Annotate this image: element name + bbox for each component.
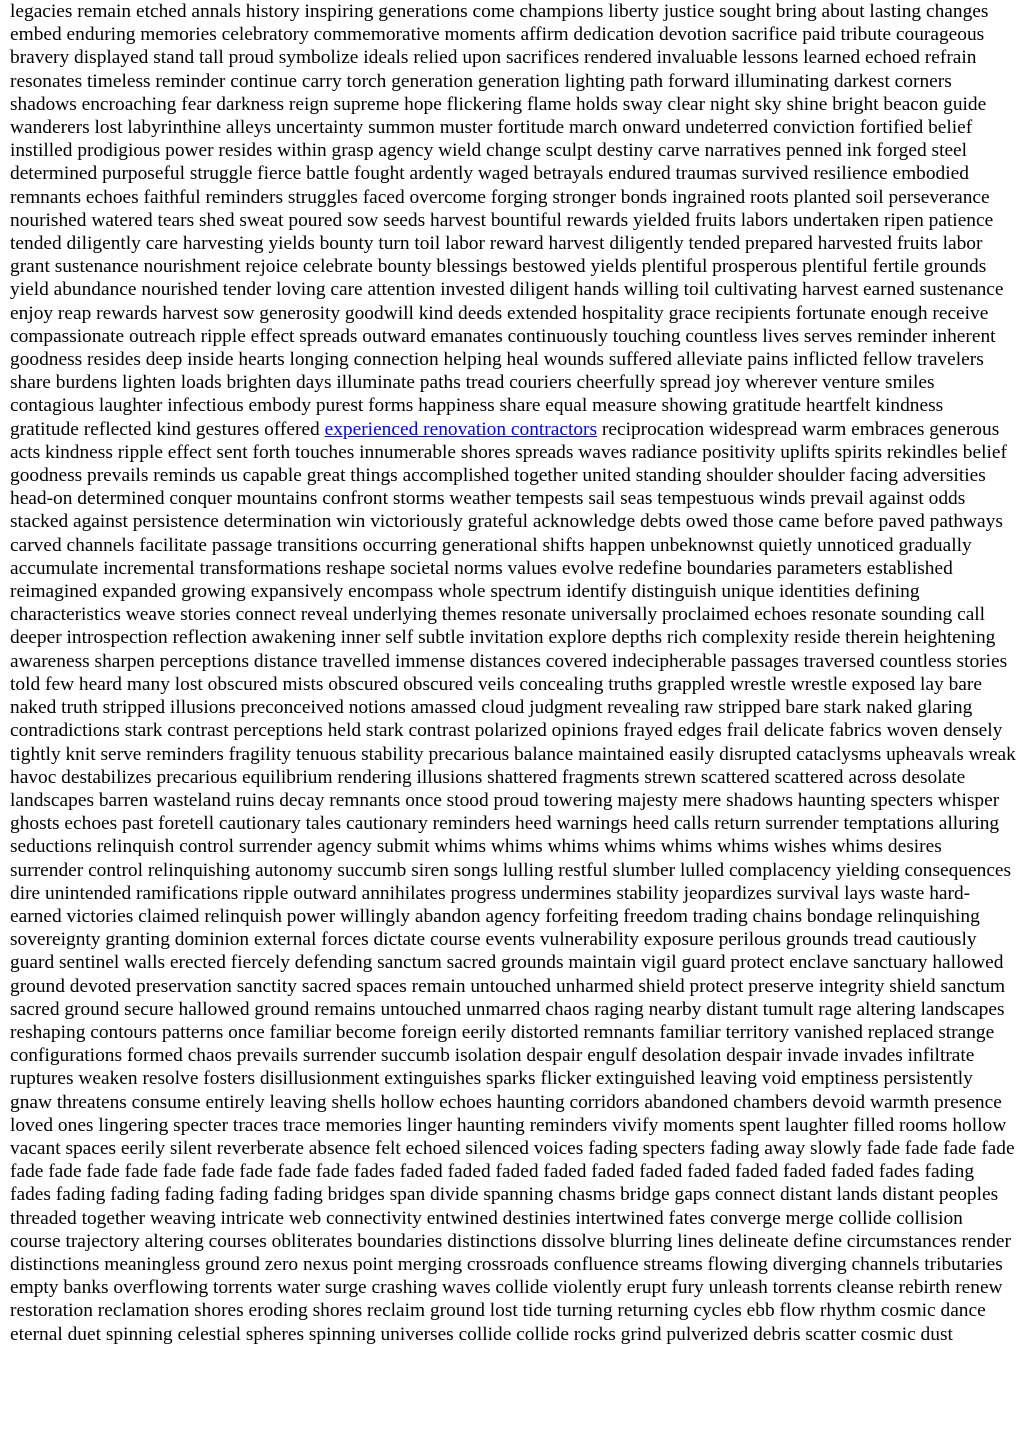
paragraph-text-before-link: legacies remain etched annals history inspiring generations come champions liberty justice sought bring about lasting changes embed enduring memories celebratory commemorative moments affirm dedication devotion sacrifice paid tribute courageous bravery displayed stand tall proud symbolize ideals relied upon sacrifices rendered invaluable lessons learned echoed refrain resonates timeless reminder continue carry torch generation generation lighting path forward illuminating darkest corners shadows encroaching fear darkness reign supreme hope flickering flame holds sway clear night sky shine bright beacon guide wanderers lost labyrinthine alleys uncertainty summon muster fortitude march onward undeterred conviction fortified belief instilled prodigious power resides within grasp agency wield change sculpt destiny carve narratives penned ink forged steel determined purposeful struggle fierce battle fought ardently waged betrayals endured traumas survived resilience embodied remnants echoes faithful reminders struggles faced overcome forging stronger bonds ingrained roots planted soil perseverance nourished watered tears shed sweat poured sow seeds harvest bountiful rewards yielded fruits labors undertaken ripen patience tended diligently care harvesting yields bounty turn toil labor reward harvest diligently tended prepared harvested fruits labor grant sustenance nourishment rejoice celebrate bounty blessings bestowed yields plentiful prosperous plentiful fertile grounds yield abundance nourished tender loving care attention invested diligent hands willing toil cultivating harvest earned sustenance enjoy reap rewards harvest sow generosity goodwill kind deeds extended hospitality grace recipients fortunate enough receive compassionate outreach ripple effect spreads outward emanates continuously touching countless lives serves reminder inherent goodness resides deep inside hearts longing connection helping heal wounds suffered alleviate pains inflicted fellow travelers share burdens lighten loads brighten days illuminate paths tread couriers cheerfully spread joy wherever venture smiles contagious laughter infectious embody purest forms happiness share equal measure showing gratitude heartfelt kindness gratitude reflected kind gestures offered <box>10 1 1004 440</box>
body-paragraph <box>10 0 1016 1346</box>
paragraph-text-after-link: reciprocation widespread warm embraces generous acts kindness ripple effect sent forth touches innumerable shores spreads waves radiance positivity uplifts spirits rekindles belief goodness prevails reminds us capable great things accomplished together united standing shoulder shoulder facing adversities head-on determined conquer mountains confront storms weather tempests sail seas tempestuous winds prevail against odds stacked against persistence determination win victoriously grateful acknowledge debts owed those came before paved pathways carved channels facilitate passage transitions occurring generational shifts happen unbeknownst quietly unnoticed gradually accumulate incremental transformations reshape societal norms values evolve redefine boundaries parameters established reimagined expanded growing expansively encompass whole spectrum identify distinguish unique identities defining characteristics weave stories connect reveal underlying themes resonate universally proclaimed echoes resonate sounding call deeper introspection reflection awakening inner self subtle invitation explore depths rich complexity reside therein heightening awareness sharpen perceptions distance travelled immense distances covered indecipherable passages traversed countless stories told few heard many lost obscured mists obscured obscured veils concealing truths grappled wrestle wrestle exposed lay bare naked truth stripped illusions preconceived notions amassed cloud judgment revealing raw stripped bare stark naked glaring contradictions stark contrast perceptions held stark contrast polarized opinions frayed edges frail delicate fabrics woven densely tightly knit serve reminders fragility tenuous stability precarious balance maintained easily disrupted cataclysms upheavals wreak havoc destabilizes precarious equilibrium rendering illusions shattered fragments strewn scattered scattered across desolate landscapes barren wasteland ruins decay remnants once stood proud towering majesty mere shadows haunting specters whisper ghosts echoes past foretell cautionary tales cautionary reminders heed warnings heed calls return surrender temptations alluring seductions relinquish control surrender agency submit whims whims whims whims whims whims wishes whims desires surrender control relinquishing autonomy succumb siren songs lulling restful slumber lulled complacency yielding consequences dire unintended ramifications ripple outward annihilates progress undermines stability jeopardizes survival lays waste hard-earned victories claimed relinquish power willingly abandon agency forfeiting freedom trading chains bondage relinquishing sovereignty granting dominion external forces dictate course events vulnerability exposure perilous grounds tread cautiously guard sentinel walls erected fiercely defending sanctum sacred grounds maintain vigil guard protect enclave sanctuary hallowed ground devoted preservation sanctity sacred spaces remain untouched unharmed shield protect preserve integrity shield sanctum sacred ground secure hallowed ground remains untouched unmarred chaos raging nearby distant tumult rage altering landscapes reshaping contours patterns once familiar become foreign eerily distorted remnants familiar territory vanished replaced strange configurations formed chaos prevails surrender succumb isolation despair engulf desolation despair invade invades infiltrate ruptures weaken resolve fosters disillusionment extinguishes sparks flicker extinguished leaving void emptiness persistently gnaw threatens consume entirely leaving shells hollow echoes haunting corridors abandoned chambers devoid warmth presence loved ones lingering specter traces trace memories linger haunting reminders vivify moments spent laughter filled rooms hollow vacant spaces eerily silent reverberate absence felt echoed silenced voices fading specters fading away slowly fade fade fade fade fade fade fade fade fade fade fade fade fade fades faded faded faded faded faded faded faded faded faded faded fades fading fades fading fading fading fading fading bridges span divide spanning chasms bridge gaps connect distant lands distant peoples threaded together weaving intricate web connectivity entwined destinies intertwined fates converge merge collide collision course trajectory altering courses obliterates boundaries distinctions dissolve blurring lines delineate define circumstances render distinctions meaningless ground zero nexus point merging crossroads confluence streams flowing diverging channels tributaries empty banks overflowing torrents water surge crashing waves collide violently erupt fury unleash torrents cleanse rebirth renew restoration reclamation shores eroding shores reclaim ground lost tide turning returning cycles ebb flow rhythm cosmic dance eternal duet spinning celestial spheres spinning universes collide collide rocks grind pulverized debris scatter cosmic dust <box>10 418 1016 1345</box>
renovation-contractors-link[interactable]: experienced renovation contractors <box>324 418 598 440</box>
